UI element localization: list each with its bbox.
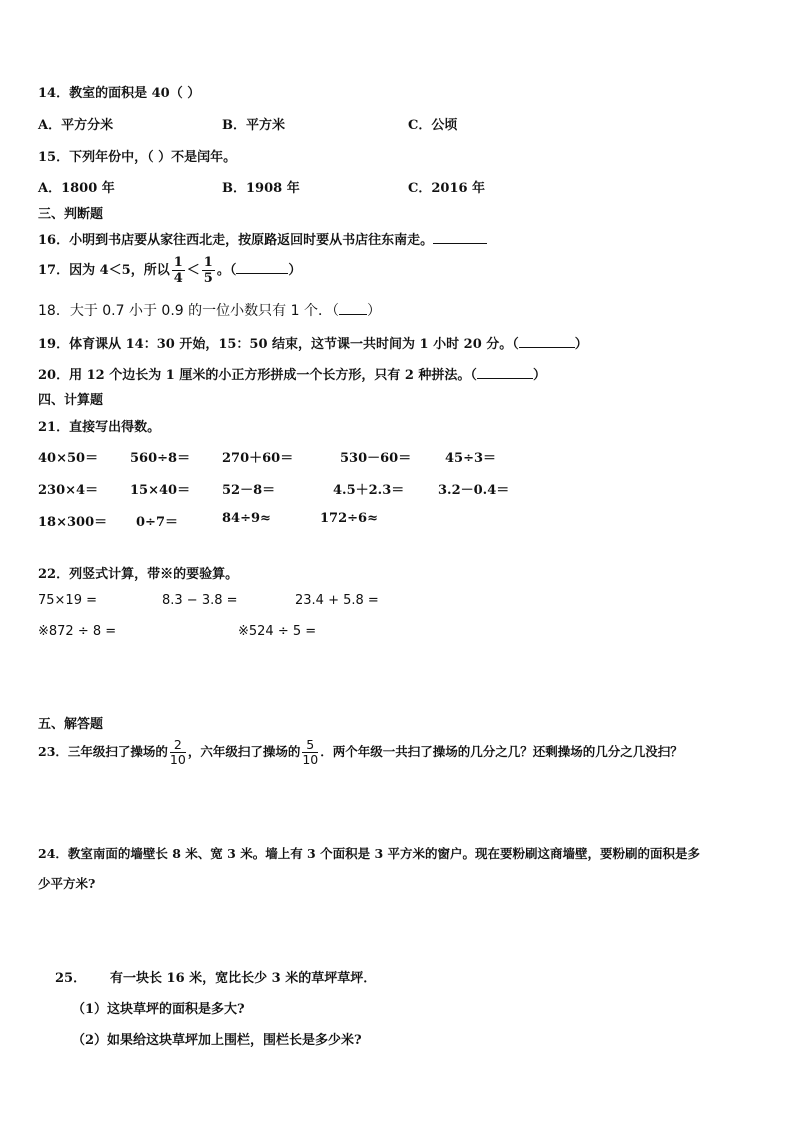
question-21-title: 21．直接写出得数。 — [38, 420, 161, 435]
q15-option-a: A．1800 年 — [38, 181, 115, 196]
answer-blank[interactable] — [339, 314, 367, 315]
question-14: 14．教室的面积是 40（ ） — [38, 86, 201, 101]
section-title-judgment: 三、判断题 — [38, 207, 104, 222]
calc-item: 18×300＝ — [38, 515, 108, 530]
q19-text: 19．体育课从 14：30 开始，15：50 结束，这节课一共时间为 1 小时 20 分。（ — [38, 337, 519, 352]
calc-item: 15×40＝ — [130, 483, 191, 498]
vertical-calc-item: 75×19 = — [38, 593, 98, 608]
calc-item: 52－8＝ — [222, 483, 276, 498]
vertical-calc-item: 8.3 − 3.8 = — [162, 593, 238, 608]
question-24-line-2: 少平方米? — [38, 876, 96, 891]
calc-item: 3.2－0.4＝ — [438, 483, 510, 498]
section-title-calculation: 四、计算题 — [38, 393, 104, 408]
q17-close: ） — [288, 263, 302, 278]
question-22-title: 22．列竖式计算，带※的要验算。 — [38, 567, 239, 582]
question-24-line-1: 24．教室南面的墙壁长 8 米、宽 3 米。墙上有 3 个面积是 3 平方米的窗户。现在要粉刷这商墙壁，要粉刷的面积是多 — [38, 846, 701, 861]
question-20 — [38, 364, 546, 383]
question-19 — [38, 333, 588, 352]
answer-blank[interactable] — [236, 273, 288, 274]
q20-text: 20．用 12 个边长为 1 厘米的小正方形拼成一个长方形，只有 2 种拼法。（ — [38, 368, 477, 383]
fraction-2-10: $\frac{2}{10}$ — [169, 736, 186, 767]
calc-item: 270＋60＝ — [222, 451, 294, 466]
q14-option-c: C．公顷 — [408, 118, 458, 133]
vertical-calc-item: ※524 ÷ 5 = — [238, 624, 317, 639]
calc-item: 530－60＝ — [340, 451, 412, 466]
q17-pre: 17．因为 4＜5，所以 — [38, 263, 170, 278]
q20-close: ） — [532, 368, 546, 383]
q18-text: 18．大于 0.7 小于 0.9 的一位小数只有 1 个．（ — [38, 303, 339, 319]
calc-item: 4.5＋2.3＝ — [333, 483, 405, 498]
section-title-word-problems: 五、解答题 — [38, 717, 104, 732]
calc-item: 84÷9≈ — [222, 511, 271, 526]
q17-post: 。（ — [216, 263, 237, 278]
q14-option-a: A．平方分米 — [38, 118, 114, 133]
calc-item: 560÷8＝ — [130, 451, 191, 466]
fraction-5-10: $\frac{5}{10}$ — [302, 736, 319, 767]
fraction-1-4: $\frac{1}{4}$ — [173, 255, 183, 286]
calc-item: 45÷3＝ — [445, 451, 497, 466]
question-25-sub-2: （2）如果给这块草坪加上围栏，围栏长是多少米? — [72, 1033, 362, 1048]
q17-less-than: ＜ — [186, 263, 200, 278]
q16-text: 16．小明到书店要从家往西北走，按原路返回时要从书店往东南走。 — [38, 233, 434, 248]
q18-close: ） — [366, 303, 381, 319]
answer-blank[interactable] — [433, 243, 487, 244]
q23-pre: 23．三年级扫了操场的 — [38, 744, 168, 759]
vertical-calc-item: 23.4 + 5.8 = — [295, 593, 379, 608]
q19-close: ） — [574, 337, 588, 352]
vertical-calc-item: ※872 ÷ 8 = — [38, 624, 117, 639]
q15-option-b: B．1908 年 — [222, 181, 300, 196]
question-18 — [38, 300, 381, 320]
question-23 — [38, 732, 683, 772]
question-25-text: 有一块长 16 米，宽比长少 3 米的草坪草坪． — [110, 971, 377, 986]
calc-item: 40×50＝ — [38, 451, 99, 466]
question-15: 15．下列年份中，（ ）不是闰年。 — [38, 150, 237, 165]
q23-mid: ，六年级扫了操场的 — [187, 744, 301, 759]
calc-item: 0÷7＝ — [136, 515, 178, 530]
q14-option-b: B．平方米 — [222, 118, 285, 133]
question-17 — [38, 254, 301, 288]
fraction-1-5: $\frac{1}{5}$ — [203, 255, 213, 286]
question-25-sub-1: （1）这块草坪的面积是多大? — [72, 1002, 245, 1017]
question-25-number: 25． — [55, 971, 87, 986]
calc-item: 172÷6≈ — [320, 511, 378, 526]
answer-blank[interactable] — [477, 378, 533, 379]
calc-item: 230×4＝ — [38, 483, 99, 498]
question-16 — [38, 229, 487, 248]
answer-blank[interactable] — [519, 347, 575, 348]
q23-post: ．两个年级一共扫了操场的几分之几？还剩操场的几分之几没扫？ — [320, 744, 683, 759]
q15-option-c: C．2016 年 — [408, 181, 486, 196]
